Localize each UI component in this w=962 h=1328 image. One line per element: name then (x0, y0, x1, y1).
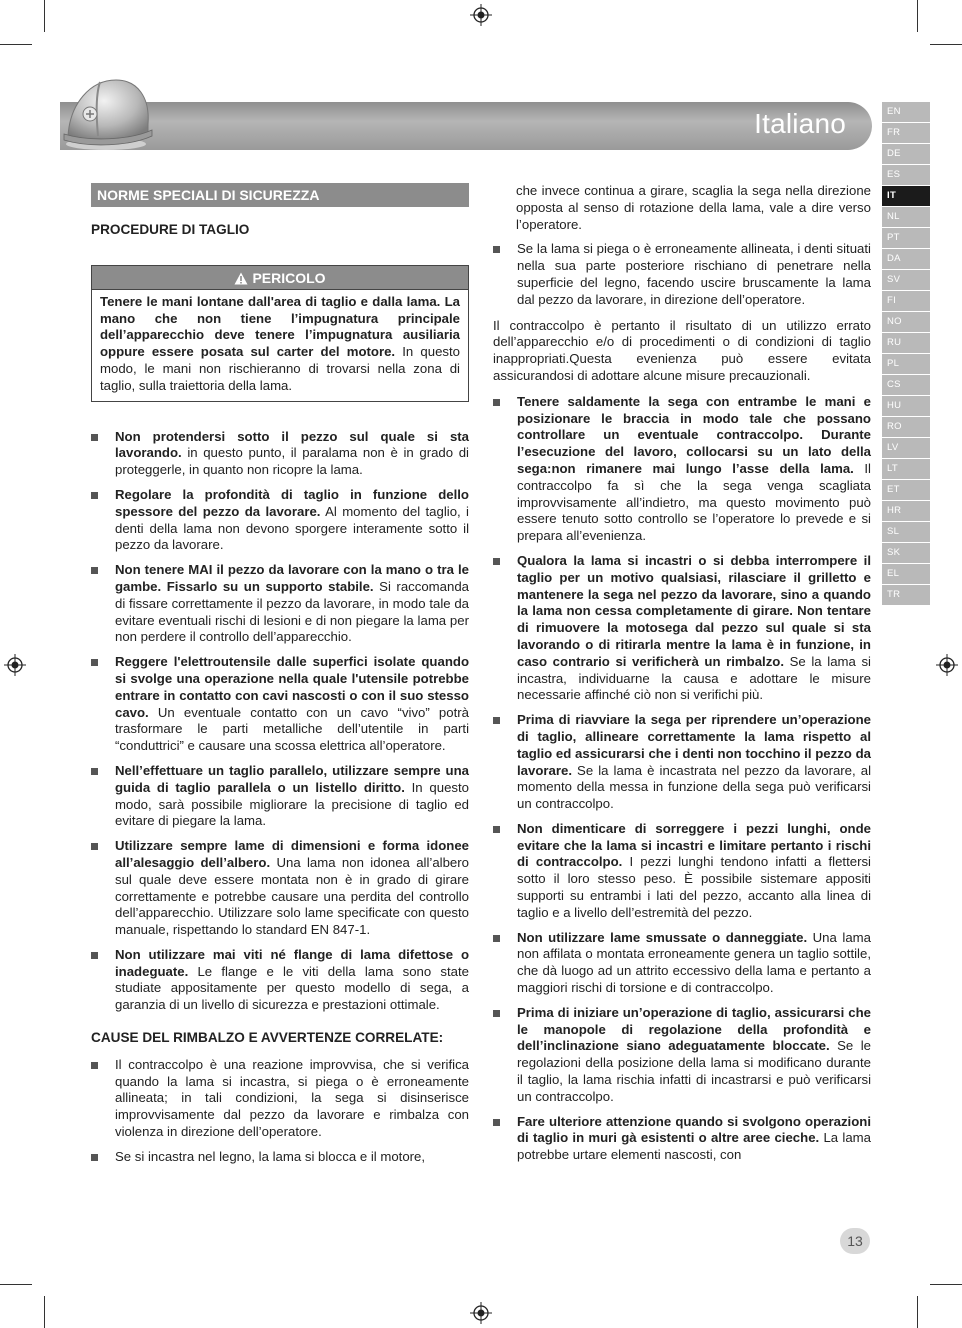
bullet-text: Se la lama si piega o è erroneamente allineata, i denti situati nella sua parte posteriore rischiano di penetrare nella superficie del legno, facendo uscire bruscamente la lama dal pezzo da lavorare, in direzione dell’operatore. (517, 241, 871, 307)
bullet-item (493, 930, 871, 997)
bullet-item (91, 763, 469, 830)
lang-tab-es: ES (882, 165, 930, 185)
bullet-item (91, 429, 469, 479)
lang-tab-hr: HR (882, 501, 930, 521)
crop-mark (0, 44, 32, 45)
lang-tab-da: DA (882, 249, 930, 269)
lang-tab-pt: PT (882, 228, 930, 248)
bullet-square-icon (493, 399, 500, 406)
crop-mark (917, 0, 918, 32)
lang-tab-ro: RO (882, 417, 930, 437)
page-number: 13 (840, 1228, 870, 1254)
bullet-item (91, 947, 469, 1014)
subheading: CAUSE DEL RIMBALZO E AVVERTENZE CORRELATE: (91, 1030, 444, 1046)
bullet-item (91, 838, 469, 939)
bullet-list (493, 241, 871, 308)
registration-mark-icon (936, 654, 958, 676)
lang-tab-fi: FI (882, 291, 930, 311)
bullet-bold: Non protendersi sotto il pezzo sul quale si sta lavorando. (115, 428, 469, 461)
bullet-text: Le flange e le viti della lama sono state studiate appositamente per questo modello di sega, a garanzia di un livello di sicurezza e prestazioni ottimale. (115, 963, 469, 1013)
lang-tab-nl: NL (882, 207, 930, 227)
subheading: PROCEDURE DI TAGLIO (91, 222, 250, 237)
bullet-bold: Regolare la profondità di taglio in funzione dello spessore del pezzo da lavorare. (115, 486, 469, 519)
bullet-text: In questo modo, sarà possibile migliorare la precisione di taglio ed evitare di piegare la lama. (115, 779, 469, 829)
bullet-bold: Fare ulteriore attenzione quando si svolgono operazioni di taglio in muri gà esistenti o altre aree cieche. (517, 1113, 871, 1146)
bullet-bold: Non dimenticare di sorreggere i pezzi lunghi, onde evitare che la lama si incastri e limitare pertanto i rischi di contraccolpo. (517, 820, 871, 870)
bullet-bold: Non tenere MAI il pezzo da lavorare con la mano o tra le gambe. Fissarlo su un supporto stabile. (115, 562, 469, 594)
bullet-item (91, 1149, 469, 1166)
lang-tab-cs: CS (882, 375, 930, 395)
bullet-square-icon (91, 843, 98, 850)
language-tabs (882, 102, 930, 606)
bullet-item (91, 1057, 469, 1141)
bullet-square-icon (493, 717, 500, 724)
bullet-item (91, 487, 469, 554)
left-column (91, 183, 469, 1174)
bullet-square-icon (91, 768, 98, 775)
bullet-item (493, 553, 871, 704)
danger-text (92, 290, 468, 401)
crop-mark (917, 1296, 918, 1328)
lang-tab-tr: TR (882, 585, 930, 605)
bullet-item (493, 1114, 871, 1164)
lang-tab-hu: HU (882, 396, 930, 416)
bullet-square-icon (493, 246, 500, 253)
bullet-bold: Nell’effettuare un taglio parallelo, utilizzare sempre una guida di taglio parallela o un listello diritto. (115, 762, 469, 795)
lang-tab-en: EN (882, 102, 930, 122)
bullet-text: Se si incastra nel legno, la lama si blocca e il motore, (115, 1148, 426, 1164)
lang-tab-sv: SV (882, 270, 930, 290)
bullet-square-icon (91, 434, 98, 441)
danger-header (92, 266, 468, 290)
continued-text: che invece continua a girare, scaglia la sega nella direzione opposta al senso di rotazione della lama, vale a dire verso l’operatore. (516, 183, 871, 232)
bullet-item (91, 654, 469, 755)
bullet-list (91, 429, 469, 1015)
crop-mark (44, 0, 45, 32)
bullet-text: Se la lama si incastra, individuarne la causa e adottare le misure necessarie affinché ciò non si verifichi più. (517, 653, 871, 703)
bullet-square-icon (91, 1062, 98, 1069)
header-banner (60, 102, 872, 150)
bullet-text: Se le regolazioni della posizione della lama si modificano durante il taglio, la lama rischia infatti di incastrarsi e può verificarsi un contraccolpo. (517, 1038, 871, 1104)
danger-title: PERICOLO (252, 269, 326, 286)
bullet-item (493, 241, 871, 308)
lang-tab-fr: FR (882, 123, 930, 143)
bullet-text: Al momento del taglio, i denti della lama non devono sporgere interamente sotto il pezzo da lavorare. (115, 503, 469, 553)
bullet-text: Il contraccolpo è una reazione improvvisa, che si verifica quando la lama si incastra, si piega o è erroneamente allineata; in tali condizioni, la sega si disinserisce improvvisamente dal pezzo da lavorare e rimbalza con violenza in direzione dell’operatore. (115, 1056, 469, 1140)
registration-mark-icon (4, 654, 26, 676)
language-title: Italiano (754, 108, 846, 139)
crop-mark (930, 44, 962, 45)
registration-mark-icon (470, 1302, 492, 1324)
bullet-bold: Prima di riavviare la sega per riprendere un’operazione di taglio, allineare correttamente la lama rispetto al taglio ed assicurarsi che i denti non tocchino il pezzo da lavorare. (517, 712, 871, 778)
bullet-text: Una lama non affilata o montata erroneamente genera un taglio sottile, che dà luogo ad un attrito eccessivo della lama e pertanto a maggiori rischi di torsione e di contraccolpo. (517, 929, 871, 996)
lang-tab-no: NO (882, 312, 930, 332)
crop-mark (0, 1284, 32, 1285)
bullet-item (493, 712, 871, 813)
bullet-square-icon (91, 659, 98, 666)
danger-plain: In questo modo, le mani non rischieranno di trovarsi nella zona di taglio, sulla traiettoria della lama. (100, 344, 461, 393)
bullet-bold: Reggere l'elettroutensile dalle superfici isolate quando si svolge una operazione nella quale l'utensile potrebbe entrare in contatto con cavi nascosti o con il suo stesso cavo. (115, 654, 469, 720)
bullet-bold: Qualora la lama si incastri o si debba interrompere il taglio per un motivo qualsiasi, rilasciare il grilletto e mantenere la sega nel pezzo da lavorare, sino a quando la lama non cessa completamente di girare. Non tentare di rimuovere la motosega dal pezzo sul quale si sta lavorando o di ritirarla mentre la lama è in funzione, in caso contrario si verificherà un rimbalzo. (517, 552, 871, 669)
danger-bold: Tenere le mani lontane dall'area di taglio e dalla lama. La mano che non tiene l’impugnatura principale dell’apparecchio deve tenere l’impugnatura ausiliaria oppure essere posata sul carter del motore. (100, 293, 460, 360)
lang-tab-sk: SK (882, 543, 930, 563)
right-column (493, 183, 871, 1172)
bullet-item (493, 394, 871, 545)
bullet-square-icon (493, 826, 500, 833)
bullet-text: Se la lama è incastrata nel pezzo da lavorare, al momento della messa in funzione della sega può verificarsi un contraccolpo. (517, 762, 871, 812)
bullet-square-icon (493, 1010, 500, 1017)
crop-mark (44, 1296, 45, 1328)
bullet-square-icon (91, 952, 98, 959)
bullet-square-icon (493, 935, 500, 942)
safety-helmet-icon (60, 74, 156, 154)
lang-tab-it: IT (882, 186, 930, 206)
bullet-bold: Prima di iniziare un’operazione di taglio, assicurarsi che le manopole di regolazione della profondità e dell’inclinazione siano adeguatamente bloccate. (517, 1004, 871, 1054)
bullet-text: Si raccomanda di fissare correttamente il pezzo da lavorare, in modo tale da evitare eventuali rischi di lesioni e di non piegare la lama per non perdere il controllo dell’apparecchio. (115, 578, 469, 645)
lang-tab-pl: PL (882, 354, 930, 374)
bullet-text: I pezzi lunghi tendono infatti a flettersi sotto il loro stesso peso. È possibile sistemare appositi supporti su entrambi i lati del pezzo, accanto alla linea di taglio e a livello dell’estremità del pezzo. (517, 854, 871, 920)
bullet-bold: Tenere saldamente la sega con entrambe le mani e posizionare le braccia in modo tale che possano controllare un eventuale contraccolpo. Durante l’esecuzione del lavoro, collocarsi su un lato della sega:non rimanere mai lungo l’asse della lama. (517, 393, 871, 476)
bullet-square-icon (91, 567, 98, 574)
bullet-bold: Utilizzare sempre lame di dimensioni e forma idonee all’alesaggio dell’albero. (115, 838, 469, 870)
lang-tab-de: DE (882, 144, 930, 164)
bullet-bold: Non utilizzare lame smussate o danneggiate. (517, 929, 808, 945)
registration-mark-icon (470, 4, 492, 26)
warning-triangle-icon (234, 272, 248, 285)
bullet-text: Una lama non idonea all’albero sul quale deve essere montata non è in grado di girare correttamente e potrebbe causare una perdita del controllo dell’apparecchio. Utilizzare solo lame specificate con questo manuale, rispettando lo standard EN 847-1. (115, 854, 469, 938)
bullet-item (91, 562, 469, 646)
lang-tab-lt: LT (882, 459, 930, 479)
lang-tab-lv: LV (882, 438, 930, 458)
bullet-list (91, 1057, 469, 1166)
bullet-text: La lama potrebbe urtare elementi nascosti, con (517, 1130, 871, 1163)
lang-tab-sl: SL (882, 522, 930, 542)
bullet-text: Un eventuale contatto con un cavo “vivo” potrà trasformare le parti metalliche dell’utentile in parti “conduttrici” e causare una scossa elettrica all’operatore. (115, 704, 469, 754)
bullet-square-icon (493, 1119, 500, 1126)
danger-box (91, 265, 469, 402)
bullet-bold: Non utilizzare mai viti né flange di lama difettose o inadeguate. (115, 946, 469, 979)
bullet-square-icon (91, 1154, 98, 1161)
bullet-item (493, 821, 871, 922)
bullet-square-icon (91, 492, 98, 499)
crop-mark (930, 1284, 962, 1285)
bullet-text: Il contraccolpo fa sì che la sega venga scagliata improvvisamente all’indietro, ma questo movimento può essere tenuto sotto controllo se l’operatore lo prevede e si prepara all’evenienza. (517, 460, 871, 544)
section-title: NORME SPECIALI DI SICUREZZA (91, 183, 469, 207)
paragraph: Il contraccolpo è pertanto il risultato di un utilizzo errato dell’apparecchio e/o di procedimenti o di condizioni di taglio inappropriati.Questa evenienza può essere evitata assicurandosi di adottare alcune misure precauzionali. (493, 317, 871, 383)
lang-tab-et: ET (882, 480, 930, 500)
bullet-list (493, 394, 871, 1164)
bullet-square-icon (493, 558, 500, 565)
lang-tab-ru: RU (882, 333, 930, 353)
lang-tab-el: EL (882, 564, 930, 584)
bullet-item (493, 1005, 871, 1106)
bullet-text: in questo punto, il paralama non è in grado di proteggerle, in quanto non ricopre la lama. (115, 445, 469, 478)
